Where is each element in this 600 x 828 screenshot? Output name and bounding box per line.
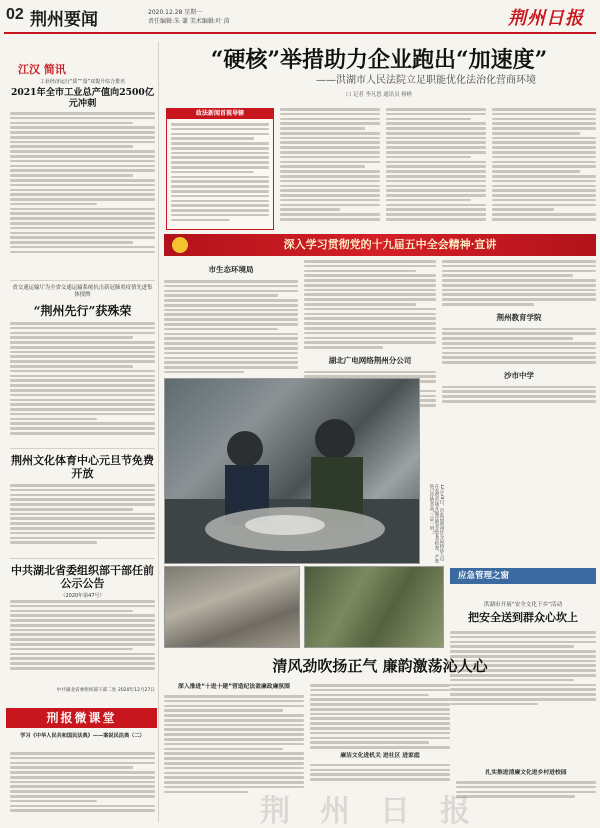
award-body (10, 322, 155, 442)
plenum-banner-text: 深入学习贯彻党的十九届五中全会精神·宣讲 (283, 238, 497, 251)
masthead (0, 0, 600, 38)
masthead-rule (4, 32, 596, 34)
integrity-headline: 清风劲吹扬正气 廉韵激荡沁人心 (272, 657, 488, 675)
main-headline-block (162, 40, 596, 102)
party-emblem-icon (172, 237, 188, 253)
culture-center-body (10, 484, 155, 554)
legal-banner (6, 708, 157, 728)
date-line: 2020.12.28 星期一 (148, 9, 203, 16)
politics-box (166, 108, 274, 230)
brief-body (10, 112, 155, 260)
subhead-school: 沙市中学 (504, 370, 534, 380)
award-headline: “荆州先行”获殊荣 (33, 304, 132, 318)
paper-name-logo: 荆州日报 (508, 8, 584, 29)
page-number: 02 (6, 6, 24, 23)
legal-banner-title: 刑报微课堂 (46, 711, 117, 725)
subhead-eco: 市生态环境局 (208, 265, 254, 274)
main-byline: 口 记者 李凡思 通讯员 杨峥 (345, 92, 413, 98)
integrity-column-3 (456, 770, 596, 820)
brief-title: 江汉 简讯 (18, 63, 66, 76)
middle-right-column (442, 260, 596, 560)
emergency-box-title: 应急管理之窗 (458, 571, 510, 581)
editor-line: 责任编辑:朱 谦 美术编辑:叶 茵 (148, 18, 230, 25)
inspection-photo-art (165, 379, 420, 564)
emergency-kicker: 洪湖市开展“安全文化下乡”活动 (483, 602, 563, 608)
cadre-notice-headline: 中共湖北省委组织部干部任前公示公告 (11, 564, 154, 590)
section-title: 荆州要闻 (30, 10, 98, 30)
integrity-sub-3: 扎实推进清廉文化进乡村进校园 (485, 770, 567, 776)
emergency-headline: 把安全送到群众心坎上 (468, 611, 578, 624)
main-headline: “硬核”举措助力企业跑出“加速度” (210, 47, 548, 73)
integrity-sub-1: 深入推进“十进十建”营造纪法盈廉政廉氛围 (178, 684, 290, 690)
award-kicker: 省交通运输厅为全省交通运输系统抗击新冠肺炎疫情先进集体授牌 (12, 285, 153, 298)
inspection-photo (164, 378, 420, 564)
brief-headline: 2021年全市工业总产值向2500亿元冲刺 (10, 87, 155, 109)
politics-box-title: 政法新闻首视导辖 (167, 109, 273, 119)
photo-caption: 12月24日，市监局荆州区分局执法人员在农贸市场开展冷链食品安全检查，严查进口冷链食品“三证一码”。 (429, 484, 444, 564)
cadre-notice-footer: 中共湖北省委组织部干部二处 2020年12月27日 (56, 688, 155, 693)
main-subtitle: ——洪湖市人民法院立足职能优化法治化营商环境 (316, 75, 536, 86)
legal-body (10, 752, 155, 818)
integrity-column-2 (310, 684, 450, 820)
plenum-banner (164, 234, 596, 256)
subhead-college: 荆州教育学院 (496, 312, 542, 322)
main-article-body (280, 108, 596, 230)
cadre-notice-number: （2020年第47号） (60, 593, 105, 599)
legal-subtitle: 学习《中华人民共和国民法典》——案说民法典（二） (20, 733, 145, 739)
integrity-sub-2: 廉洁文化进机关 进社区 进家庭 (340, 752, 420, 759)
brief-header (18, 58, 148, 76)
integrity-column-1 (164, 684, 304, 820)
emergency-box-header (450, 568, 596, 584)
left-column (4, 40, 157, 820)
footer-watermark: 荆州日报 (260, 794, 500, 828)
culture-center-headline: 荆州文化体育中心元旦节免费开放 (11, 454, 154, 480)
cadre-notice-body (10, 600, 155, 684)
secondary-photo-1 (164, 566, 300, 648)
secondary-photo-2 (304, 566, 444, 648)
subhead-broadcast: 湖北广电网络荆州分公司 (328, 355, 412, 365)
brief-lead: 工业经济运行“质”“量”双提升综合排名 (39, 79, 126, 85)
